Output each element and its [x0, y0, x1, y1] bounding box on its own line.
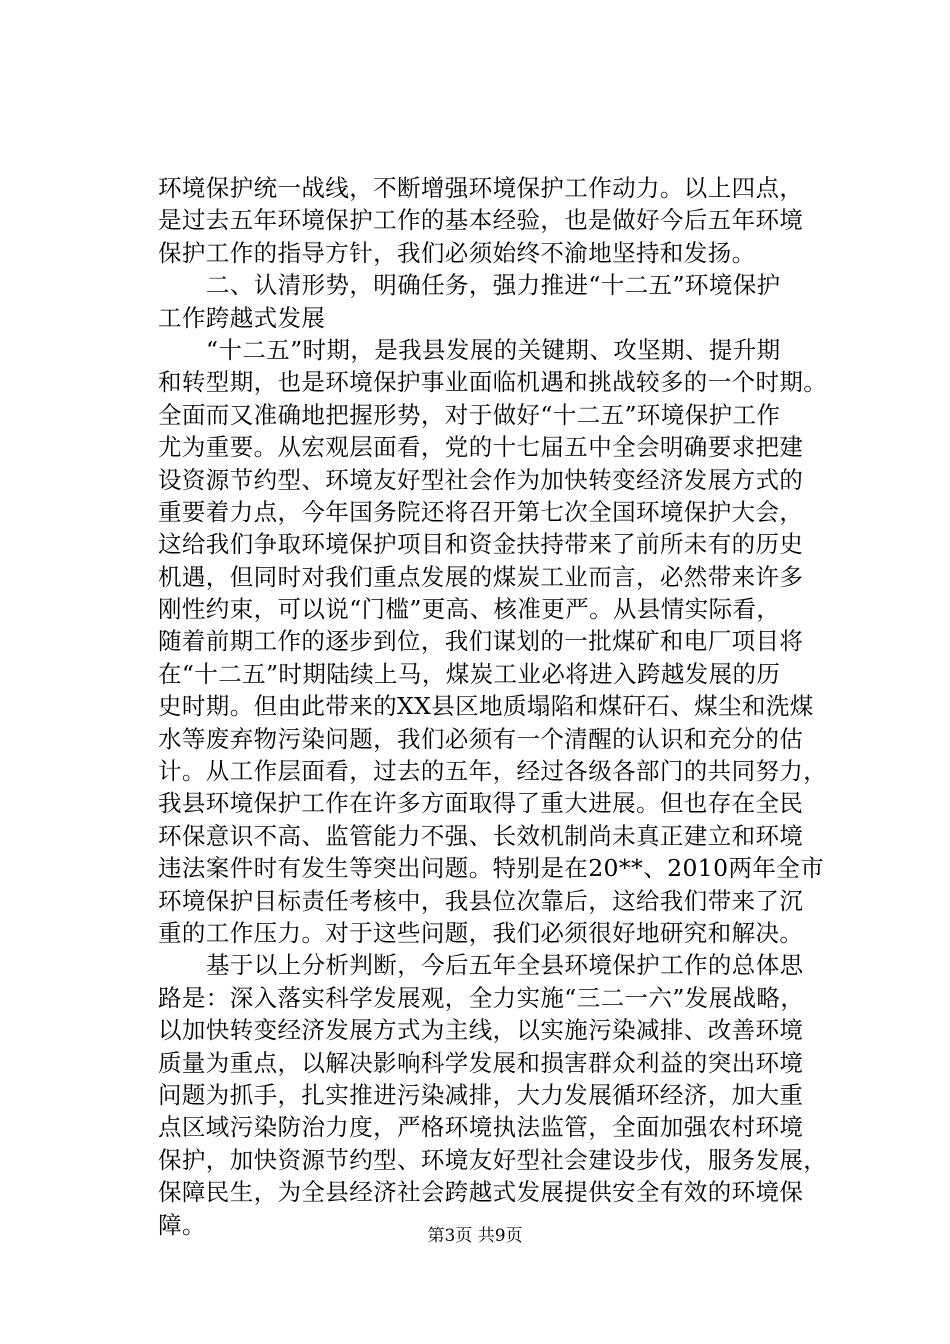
text-line: 重的工作压力。对于这些问题，我们必须很好地研究和解决。 — [158, 918, 804, 947]
text-line: 障。 — [158, 1210, 206, 1239]
text-line: 计。从工作层面看，过去的五年，经过各级各部门的共同努力， — [158, 757, 828, 786]
text-line: 保护，加快资源节约型、环境友好型社会建设步伐，服务发展， — [158, 1145, 828, 1174]
text-line: 机遇，但同时对我们重点发展的煤炭工业而言，必然带来许多 — [158, 562, 804, 591]
page-number-footer: 第3页 共9页 — [427, 1226, 523, 1246]
text-line: 我县环境保护工作在许多方面取得了重大进展。但也存在全民 — [158, 789, 804, 818]
text-line: 尤为重要。从宏观层面看，党的十七届五中全会明确要求把建 — [158, 433, 804, 462]
text-line: 随着前期工作的逐步到位，我们谋划的一批煤矿和电厂项目将 — [158, 627, 804, 656]
text-line: 在“十二五”时期陆续上马，煤炭工业必将进入跨越发展的历 — [158, 659, 781, 688]
text-line: 环保意识不高、监管能力不强、长效机制尚未真正建立和环境 — [158, 821, 804, 850]
text-line: 保护工作的指导方针，我们必须始终不渝地坚持和发扬。 — [158, 238, 756, 267]
section-heading-continued: 工作跨越式发展 — [158, 303, 326, 332]
text-line: 这给我们争取环境保护项目和资金扶持带来了前所未有的历史 — [158, 530, 804, 559]
text-line: 违法案件时有发生等突出问题。特别是在20**、2010两年全市 — [158, 854, 825, 883]
text-line: 史时期。但由此带来的XX县区地质塌陷和煤矸石、煤尘和洗煤 — [158, 692, 814, 721]
text-line: 以加快转变经济发展方式为主线，以实施污染减排、改善环境 — [158, 1016, 804, 1045]
text-line: 是过去五年环境保护工作的基本经验，也是做好今后五年环境 — [158, 206, 804, 235]
text-line: 重要着力点，今年国务院还将召开第七次全国环境保护大会， — [158, 497, 804, 526]
body-text — [158, 172, 848, 1241]
text-line: 环境保护统一战线，不断增强环境保护工作动力。以上四点， — [158, 174, 804, 202]
text-line: 路是：深入落实科学发展观，全力实施“三二一六”发展战略， — [158, 983, 805, 1012]
text-line: 问题为抓手，扎实推进污染减排，大力发展循环经济，加大重 — [158, 1080, 804, 1109]
text-line: 和转型期，也是环境保护事业面临机遇和挑战较多的一个时期。 — [158, 368, 828, 397]
text-line: 全面而又准确地把握形势，对于做好“十二五”环境保护工作 — [158, 400, 781, 429]
section-heading: 二、认清形势，明确任务，强力推进“十二五”环境保护 — [206, 271, 781, 300]
text-line: 保障民生，为全县经济社会跨越式发展提供安全有效的环境保 — [158, 1178, 804, 1207]
paragraph-start: 基于以上分析判断，今后五年全县环境保护工作的总体思 — [206, 951, 804, 980]
text-line: 环境保护目标责任考核中，我县位次靠后，这给我们带来了沉 — [158, 886, 804, 915]
text-line: 质量为重点，以解决影响科学发展和损害群众利益的突出环境 — [158, 1048, 804, 1077]
text-line: 刚性约束，可以说“门槛”更高、核准更严。从县情实际看， — [158, 595, 781, 624]
text-line: 水等废弃物污染问题，我们必须有一个清醒的认识和充分的估 — [158, 724, 804, 753]
text-line: 设资源节约型、环境友好型社会作为加快转变经济发展方式的 — [158, 465, 804, 494]
paragraph-start: “十二五”时期，是我县发展的关键期、攻坚期、提升期 — [206, 335, 781, 364]
text-line: 点区域污染防治力度，严格环境执法监管，全面加强农村环境 — [158, 1113, 804, 1142]
